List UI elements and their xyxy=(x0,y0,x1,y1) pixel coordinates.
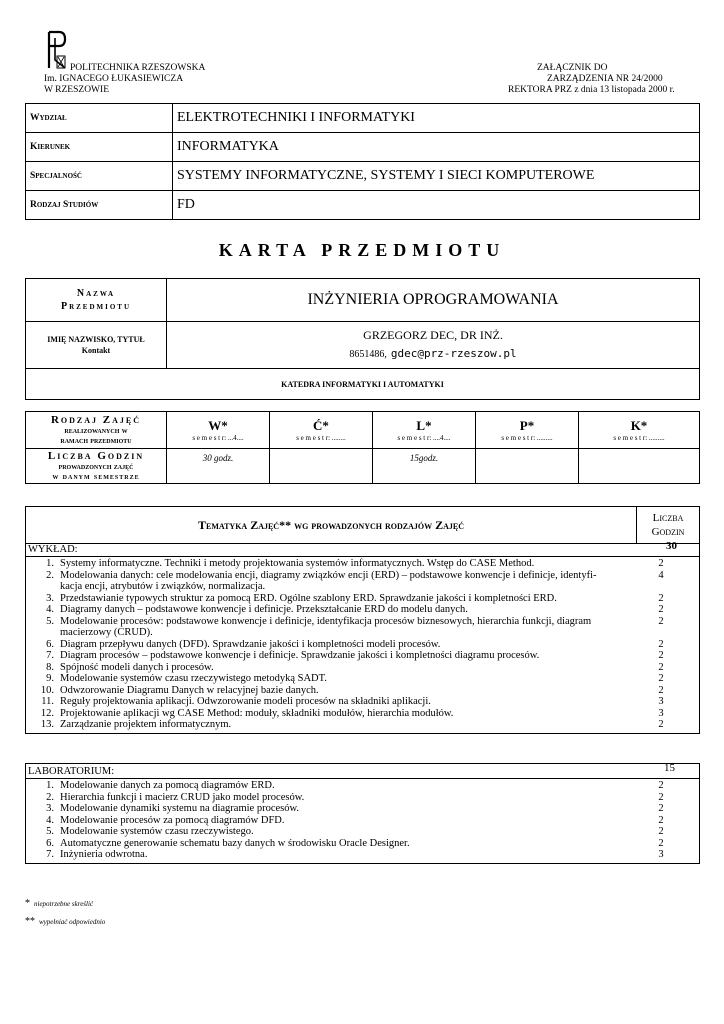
field-value: INFORMATYKA xyxy=(173,133,700,162)
class-types-label-3: ramach przedmiotu xyxy=(60,435,132,445)
department: KATEDRA INFORMATYKI I AUTOMATYKI xyxy=(26,369,700,400)
hours-label-1: Liczba Godzin xyxy=(47,450,145,462)
type-exercises xyxy=(270,412,373,449)
footnote-2-mark: ** xyxy=(25,916,35,927)
type-lecture-semester: s e m e s t r: ...4.... xyxy=(192,434,244,442)
hours-seminar xyxy=(579,449,700,484)
hours-project xyxy=(476,449,579,484)
topics-table xyxy=(25,506,700,734)
lecture-item xyxy=(26,696,699,708)
lecture-item-hours: 2 xyxy=(658,719,664,730)
lab-item-hours: 2 xyxy=(658,814,664,826)
field-label: Kierunek xyxy=(26,133,173,162)
type-lecture xyxy=(167,412,270,449)
lecture-item-hours: 2 xyxy=(658,558,664,569)
subject-name-label-2: Przedmiotu xyxy=(60,301,132,312)
lecture-item xyxy=(26,650,699,662)
lecture-item-number: 9. xyxy=(46,673,54,684)
lecture-label: WYKŁAD: xyxy=(28,544,78,555)
lecture-item-hours: 3 xyxy=(658,707,664,719)
lab-item xyxy=(26,780,699,792)
lecture-item-hours: 2 xyxy=(658,638,664,650)
lab-item-text: Modelowanie dynamiki systemu na diagramie procesów. xyxy=(60,803,300,814)
subject-name-label-cell xyxy=(26,279,167,322)
type-project-code: P* xyxy=(519,418,535,433)
lab-item-text: Hierarchia funkcji i macierz CRUD jako model procesów. xyxy=(60,791,305,803)
lab-item-number: 4. xyxy=(46,814,54,826)
hours-lab: 15godz. xyxy=(373,449,476,484)
lecture-item-number: 2. xyxy=(46,569,54,581)
lecture-item-hours: 4 xyxy=(658,569,664,581)
type-exercises-code: Ć* xyxy=(313,418,329,433)
lecture-item-number: 11. xyxy=(41,696,54,707)
lecture-item xyxy=(26,616,699,628)
lecture-item-continuation: macierzowy (CRUD). xyxy=(60,627,153,638)
university-name: POLITECHNIKA RZESZOWSKA xyxy=(70,63,206,73)
lecture-item-number: 10. xyxy=(40,684,54,696)
lecture-item-number: 3. xyxy=(46,592,54,604)
lecture-item-number: 12. xyxy=(40,707,54,719)
lecture-item-text: Reguły projektowania aplikacji. Odwzorowanie modeli procesów na składniki aplikacji. xyxy=(60,696,431,707)
study-info-table xyxy=(25,103,700,220)
lab-topic-list xyxy=(26,778,699,863)
lecture-item-hours: 2 xyxy=(658,673,664,684)
lecture-topic-list xyxy=(26,556,699,733)
lecture-item-hours: 2 xyxy=(658,592,664,604)
lab-item-hours: 2 xyxy=(658,803,664,814)
lab-item-number: 7. xyxy=(46,849,54,860)
lecture-item-hours: 2 xyxy=(658,661,664,673)
lecture-item xyxy=(26,719,699,731)
lecture-item xyxy=(26,662,699,674)
lecture-item-text: Przedstawianie typowych struktur za pomocą ERD. Ogólne szablony ERD. Sprawdzanie jakości i kompletności ERD. xyxy=(60,592,557,604)
lab-item xyxy=(26,803,699,815)
contact-label: Kontakt xyxy=(81,346,111,355)
lab-item-number: 1. xyxy=(46,780,54,791)
lecture-item-text: Zarządzanie projektem informatycznym. xyxy=(60,719,232,730)
lecture-item xyxy=(26,570,699,582)
lecture-item-text: Spójność modeli danych i procesów. xyxy=(60,661,214,673)
class-types-label-1: Rodzaj Zajęć xyxy=(50,414,142,426)
lecture-item-hours: 3 xyxy=(658,696,664,707)
study-type-row xyxy=(26,191,700,220)
hours-label-2: prowadzonych zajęć xyxy=(58,461,134,471)
lab-total-hours: 15 xyxy=(664,762,675,774)
lecture-item-number: 5. xyxy=(46,615,54,627)
lecture-item-text: Odwzorowanie Diagramu Danych w relacyjnej bazie danych. xyxy=(60,684,319,696)
type-project xyxy=(476,412,579,449)
lecture-item xyxy=(26,604,699,616)
lecture-item-number: 1. xyxy=(46,558,54,569)
lecture-item-text: Projektowanie aplikacji wg CASE Method: moduły, składniki modułów, hierarchia modułów. xyxy=(60,707,454,719)
lecture-item xyxy=(26,558,699,570)
person-cell xyxy=(167,322,700,369)
lab-item-hours: 3 xyxy=(658,849,664,860)
type-project-semester: s e m e s t r: ......... xyxy=(501,434,553,442)
type-seminar-code: K* xyxy=(630,418,648,433)
university-logo xyxy=(46,30,68,70)
lab-item xyxy=(26,826,699,838)
person-label-cell xyxy=(26,322,167,369)
class-types-table xyxy=(25,411,700,484)
footnote-1-mark: * xyxy=(25,898,30,909)
lab-item-hours: 2 xyxy=(658,837,664,849)
specialty-row xyxy=(26,162,700,191)
lecture-item-number: 6. xyxy=(46,638,54,650)
lecture-item-text: Modelowanie systemów czasu rzeczywistego metodyką SADT. xyxy=(60,673,327,684)
lecture-item-text: Diagram procesów – podstawowe konwencje i definicje. Sprawdzanie jakości i kompletności diagramu procesów. xyxy=(60,650,540,661)
lecture-item-number: 4. xyxy=(46,604,54,615)
class-types-label-2: realizowanych w xyxy=(64,425,128,435)
lab-section xyxy=(26,764,700,864)
specialty-label: Specjalność xyxy=(26,162,173,191)
faculty-label: Wydział xyxy=(26,104,173,133)
lecture-item-hours: 2 xyxy=(658,615,664,627)
subject-name-label-1: Nazwa xyxy=(76,288,116,299)
footnote-1-text: niepotrzebne skreślić xyxy=(34,900,94,908)
class-types-label-cell xyxy=(26,412,167,449)
study-type-label: Rodzaj Studiów xyxy=(26,191,173,220)
field-row xyxy=(26,133,700,162)
lab-item xyxy=(26,792,699,804)
lecture-item xyxy=(26,673,699,685)
hours-lecture: 30 godz. xyxy=(167,449,270,484)
lab-item-text: Modelowanie danych za pomocą diagramów ERD. xyxy=(60,780,275,791)
lecture-section xyxy=(26,540,700,734)
hours-label-3: w danym semestrze xyxy=(52,471,140,481)
lecturer-email[interactable]: gdec@prz-rzeszow.pl xyxy=(390,347,517,360)
type-exercises-semester: s e m e s t r: ........ xyxy=(296,434,346,442)
lab-item xyxy=(26,815,699,827)
footnotes xyxy=(25,893,105,929)
lecture-item-text: Diagram przepływu danych (DFD). Sprawdzanie jakości i kompletności modeli procesów. xyxy=(60,638,441,650)
lecturer-name: GRZEGORZ DEC, DR INŻ. xyxy=(363,328,503,342)
lab-item-number: 6. xyxy=(46,837,54,849)
lab-item-number: 5. xyxy=(46,826,54,837)
type-seminar xyxy=(579,412,700,449)
university-city: W RZESZOWIE xyxy=(44,85,109,95)
lecturer-phone: 8651486, xyxy=(349,349,387,360)
lecture-item xyxy=(26,593,699,605)
type-lab-semester: s e m e s t r: ....4.... xyxy=(397,434,451,442)
type-seminar-semester: s e m e s t r: ......... xyxy=(613,434,665,442)
lab-table xyxy=(25,763,700,864)
lecture-item-text: Modelowanie procesów: podstawowe konwencje i definicje, identyfikacja procesów biznesowych, hierarchia funkcji, diagram xyxy=(60,615,592,627)
topics-header: Tematyka Zajęć** wg prowadzonych rodzajów Zajęć xyxy=(26,507,637,544)
specialty-value: SYSTEMY INFORMATYCZNE, SYSTEMY I SIECI KOMPUTEROWE xyxy=(173,162,700,191)
study-type-value: FD xyxy=(173,191,700,220)
lab-item-hours: 2 xyxy=(658,780,664,791)
university-patron: Im. IGNACEGO ŁUKASIEWICZA xyxy=(44,74,184,84)
subject-table xyxy=(25,278,700,400)
lecture-item-number: 7. xyxy=(46,650,54,661)
annex-line-3: REKTORA PRZ z dnia 13 listopada 2000 r. xyxy=(508,85,675,95)
footnote-2-text: wypełniać odpowiednio xyxy=(39,918,106,926)
lecture-item-hours: 2 xyxy=(658,604,664,615)
lab-item-number: 3. xyxy=(46,803,54,814)
faculty-row xyxy=(26,104,700,133)
faculty-value: ELEKTROTECHNIKI I INFORMATYKI xyxy=(173,104,700,133)
lab-item-text: Modelowanie systemów czasu rzeczywistego. xyxy=(60,826,254,837)
lab-item-text: Modelowanie procesów za pomocą diagramów DFD. xyxy=(60,814,285,826)
lab-item-hours: 2 xyxy=(658,791,664,803)
hours-header-1: Liczba xyxy=(652,512,684,524)
lab-item xyxy=(26,849,699,861)
lecture-total-hours: 30 xyxy=(666,540,677,552)
lecture-item xyxy=(26,639,699,651)
person-label: IMIĘ NAZWISKO, TYTUŁ xyxy=(47,335,145,344)
hours-header-2: Godzin xyxy=(651,526,685,538)
type-lecture-code: W* xyxy=(208,418,228,433)
lab-item-hours: 2 xyxy=(658,826,664,837)
lecture-item-text: Diagramy danych – podstawowe konwencje i definicje. Przekształcanie ERD do modelu danych. xyxy=(60,604,468,615)
lecture-item-text: Systemy informatyczne. Techniki i metody projektowania systemów informatycznych. Wstęp do CASE Method. xyxy=(60,558,535,569)
hours-header-cell xyxy=(637,507,700,544)
annex-line-2: ZARZĄDZENIA NR 24/2000 xyxy=(547,74,663,84)
lab-item xyxy=(26,838,699,850)
lecture-item-number: 13. xyxy=(40,719,54,730)
type-lab-code: L* xyxy=(416,418,432,433)
lab-item-text: Inżynieria odwrotna. xyxy=(60,849,148,860)
hours-label-cell xyxy=(26,449,167,484)
type-lab xyxy=(373,412,476,449)
lecture-item-hours: 2 xyxy=(658,684,664,696)
hours-exercises xyxy=(270,449,373,484)
lab-label: LABORATORIUM: xyxy=(28,766,115,777)
lecture-item-number: 8. xyxy=(46,661,54,673)
lecture-item xyxy=(26,708,699,720)
lecture-item-continuation: kacja encji, atrybutów i związków, normalizacja. xyxy=(60,581,266,592)
lecture-item xyxy=(26,685,699,697)
annex-line-1: ZAŁĄCZNIK DO xyxy=(537,63,608,73)
subject-name: INŻYNIERIA OPROGRAMOWANIA xyxy=(167,279,700,322)
lecture-item-text: Modelowania danych: cele modelowania encji, diagramy związków encji (ERD) – podstawowe konwencje i definicje, identyfi- xyxy=(60,569,597,581)
page-title: KARTA PRZEDMIOTU xyxy=(218,240,506,260)
lab-item-number: 2. xyxy=(46,791,54,803)
lecture-item-hours: 2 xyxy=(658,650,664,661)
lab-item-text: Automatyczne generowanie schematu bazy danych w środowisku Oracle Designer. xyxy=(60,837,410,849)
